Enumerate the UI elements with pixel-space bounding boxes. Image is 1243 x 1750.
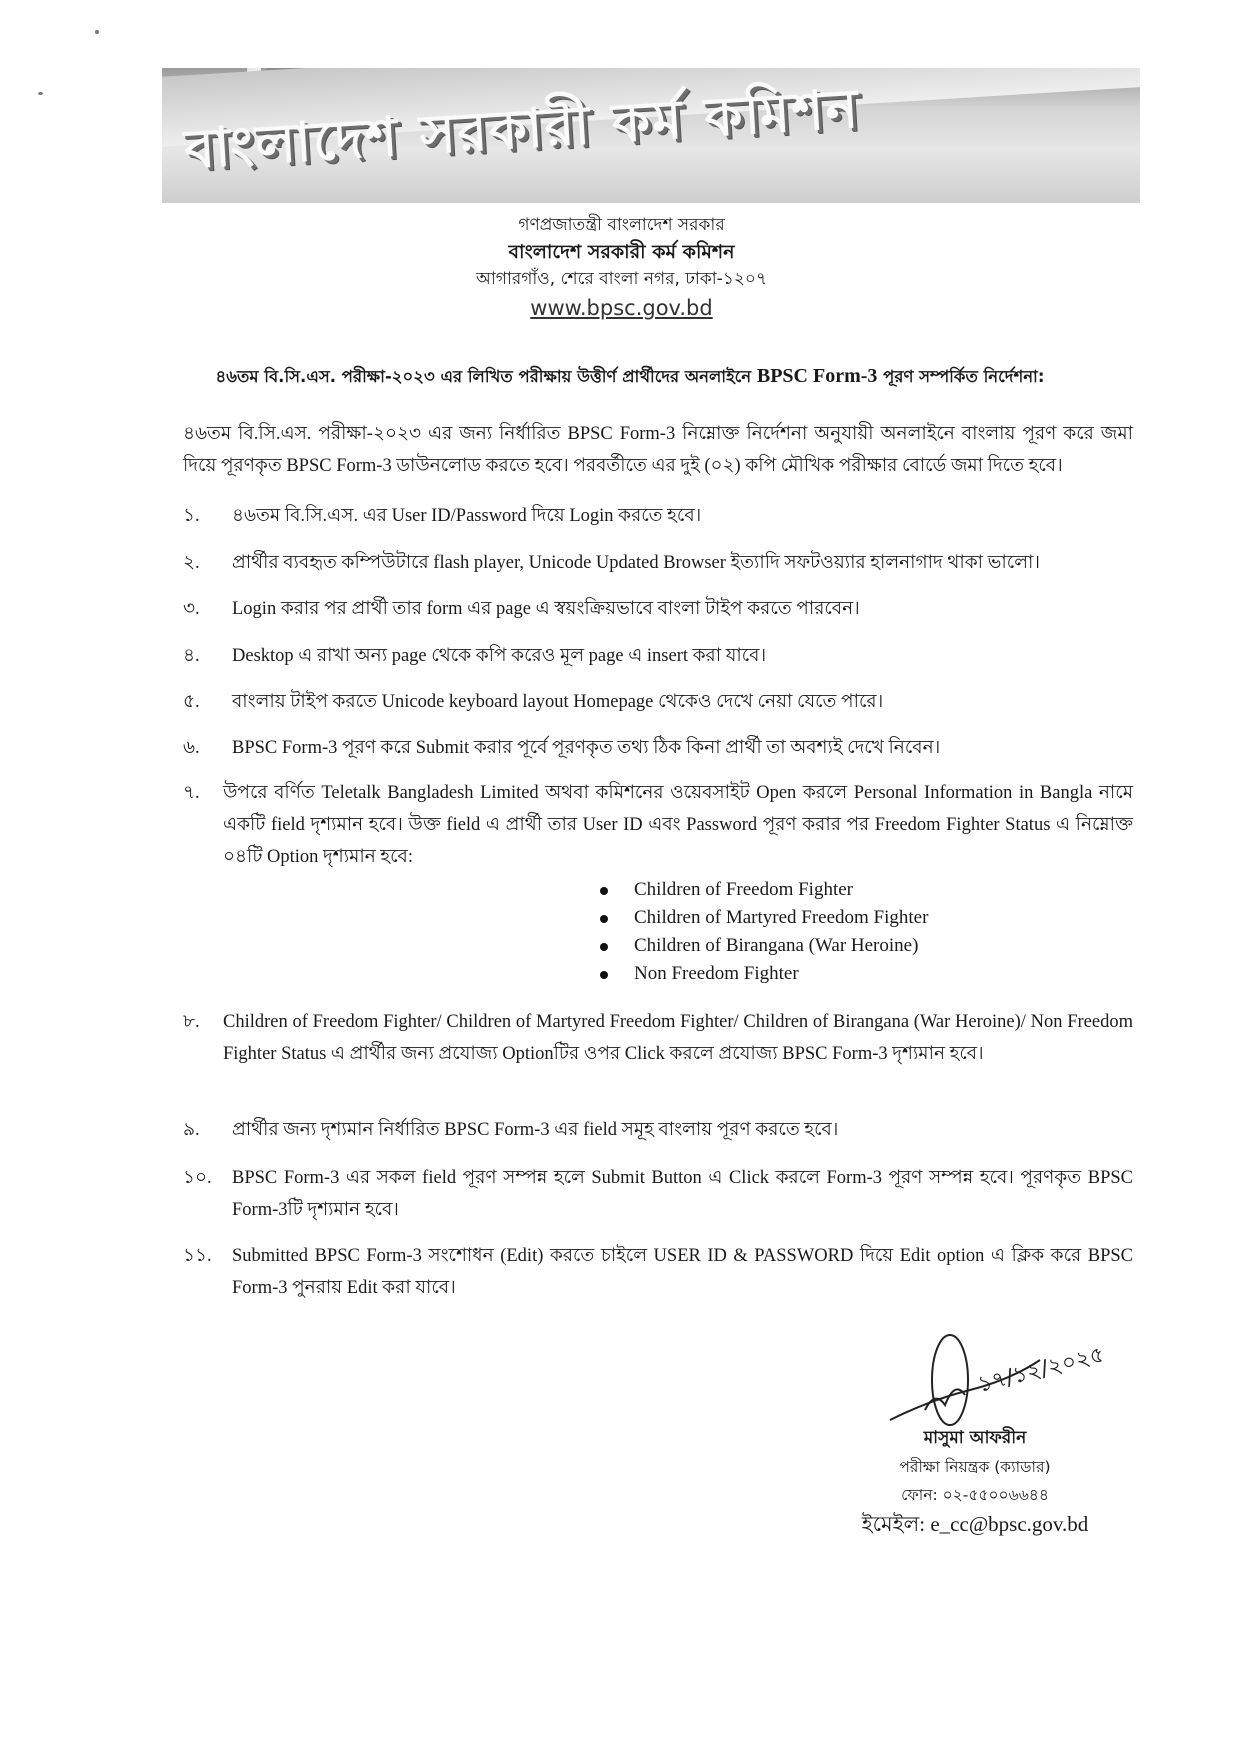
item-text: BPSC Form-3 এর সকল field পূরণ সম্পন্ন হলে Submit Button এ Click করলে Form-3 পূরণ সম্পন্ন হবে। পূরণকৃত BPSC Form-3টি দৃশ্যমান হবে। xyxy=(232,1168,1133,1220)
organization-address: আগারগাঁও, শেরে বাংলা নগর, ঢাকা-১২০৭ xyxy=(475,269,768,289)
list-item xyxy=(183,1240,1133,1304)
signature-date: ১৭/১২/২০২৫ xyxy=(975,1342,1107,1398)
item-text: প্রার্থীর জন্য দৃশ্যমান নির্ধারিত BPSC Form-3 এর field সমূহ বাংলায় পূরণ করতে হবে। xyxy=(232,1120,839,1140)
list-item xyxy=(183,1114,1133,1146)
item-number: ৮. xyxy=(183,1012,200,1032)
option-bullet xyxy=(600,876,853,904)
item-text: Submitted BPSC Form-3 সংশোধন (Edit) করতে চাইলে USER ID & PASSWORD দিয়ে Edit option এ ক্লিক করে BPSC Form-3 পুনরায় Edit করা যাবে। xyxy=(232,1246,1133,1298)
organization-name: বাংলাদেশ সরকারী কর্ম কমিশন xyxy=(508,241,735,263)
list-item xyxy=(183,547,1133,579)
item-number: ১০. xyxy=(183,1168,212,1188)
list-item xyxy=(183,1006,1133,1070)
heading-part2: পূরণ সম্পর্কিত নির্দেশনা: xyxy=(877,367,1045,386)
option-bullet xyxy=(600,960,799,988)
website-link[interactable]: www.bpsc.gov.bd xyxy=(530,296,713,320)
list-item xyxy=(183,640,1133,672)
item-text: Children of Freedom Fighter/ Children of Martyred Freedom Fighter/ Children of Birangana (War Heroine)/ Non Freedom Fighter Status এ প্রার্থীর জন্য প্রযোজ্য Optionটির ওপর Click করলে প্রযোজ্য BPSC Form-3 দৃশ্যমান হবে। xyxy=(223,1012,1133,1064)
signatory-name: মাসুমা আফরীন xyxy=(923,1428,1027,1448)
list-item xyxy=(183,593,1133,625)
government-name: গণপ্রজাতন্ত্রী বাংলাদেশ সরকার xyxy=(518,215,725,235)
intro-paragraph: ৪৬তম বি.সি.এস. পরীক্ষা-২০২৩ এর জন্য নির্ধারিত BPSC Form-3 নিম্নোক্ত নির্দেশনা অনুযায়ী অনলাইনে বাংলায় পূরণ করে জমা দিয়ে পূরণকৃত BPSC Form-3 ডাউনলোড করতে হবে। পরবর্তীতে এর দুই (০২) কপি মৌখিক পরীক্ষার বোর্ডে জমা দিতে হবে। xyxy=(183,424,1133,476)
list-item xyxy=(183,1162,1133,1226)
item-text: BPSC Form-3 পূরণ করে Submit করার পূর্বে পূরণকৃত তথ্য ঠিক কিনা প্রার্থী তা অবশ্যই দেখে নিবেন। xyxy=(232,738,941,758)
notice-heading xyxy=(180,364,1080,391)
signatory-phone: ফোন: ০২-৫৫০০৬৬৪৪ xyxy=(901,1486,1049,1504)
header-banner-photo xyxy=(162,68,1140,203)
item-text: উপরে বর্ণিত Teletalk Bangladesh Limited অথবা কমিশনের ওয়েবসাইট Open করলে Personal Information in Bangla নামে একটি field দৃশ্যমান হবে। উক্ত field এ প্রার্থী তার User ID এবং Password পূরণ করার পর Freedom Fighter Status এ নিম্নোক্ত ০৪টি Option দৃশ্যমান হবে: xyxy=(223,783,1133,867)
item-text: Desktop এ রাখা অন্য page থেকে কপি করেও মূল page এ insert করা যাবে। xyxy=(232,646,767,666)
item-number: ৬. xyxy=(183,738,200,758)
heading-part1: ৪৬তম বি.সি.এস. পরীক্ষা-২০২৩ এর লিখিত পরীক্ষায় উত্তীর্ণ প্রার্থীদের অনলাইনে xyxy=(215,367,757,386)
item-number: ৫. xyxy=(183,692,200,712)
item-number: ১১. xyxy=(183,1246,212,1266)
signatory-designation: পরীক্ষা নিয়ন্ত্রক (ক্যাডার) xyxy=(899,1458,1051,1476)
heading-form-name: BPSC Form-3 xyxy=(756,365,878,387)
list-item xyxy=(183,777,1133,873)
item-number: ১. xyxy=(183,506,200,526)
bullet-icon xyxy=(600,915,608,923)
list-item xyxy=(183,500,1133,532)
item-number: ২. xyxy=(183,553,200,573)
signatory-email[interactable]: ইমেইল: e_cc@bpsc.gov.bd xyxy=(861,1512,1089,1536)
list-item xyxy=(183,732,1133,764)
bullet-icon xyxy=(600,887,608,895)
option-bullet xyxy=(600,932,918,960)
option-label: Children of Birangana (War Heroine) xyxy=(634,935,919,956)
option-bullet xyxy=(600,904,928,932)
option-label: Non Freedom Fighter xyxy=(634,963,799,984)
banner-sign-text: বাংলাদেশ সরকারী কর্ম কমিশন xyxy=(182,76,862,181)
item-text: প্রার্থীর ব্যবহৃত কম্পিউটারে flash player, Unicode Updated Browser ইত্যাদি সফটওয়্যার হালনাগাদ থাকা ভালো। xyxy=(232,553,1040,573)
option-label: Children of Martyred Freedom Fighter xyxy=(634,907,929,928)
item-text: Login করার পর প্রার্থী তার form এর page এ স্বয়ংক্রিয়ভাবে বাংলা টাইপ করতে পারবেন। xyxy=(232,599,860,619)
item-number: ৩. xyxy=(183,599,200,619)
bullet-icon xyxy=(600,971,608,979)
item-number: ৪. xyxy=(183,646,200,666)
item-number: ৯. xyxy=(183,1120,200,1140)
option-label: Children of Freedom Fighter xyxy=(634,879,853,900)
item-number: ৭. xyxy=(183,783,200,803)
handwritten-signature xyxy=(870,1320,1120,1430)
list-item xyxy=(183,686,1133,718)
item-text: বাংলায় টাইপ করতে Unicode keyboard layout Homepage থেকেও দেখে নেয়া যেতে পারে। xyxy=(232,692,884,712)
bullet-icon xyxy=(600,943,608,951)
item-text: ৪৬তম বি.সি.এস. এর User ID/Password দিয়ে Login করতে হবে। xyxy=(232,506,702,526)
